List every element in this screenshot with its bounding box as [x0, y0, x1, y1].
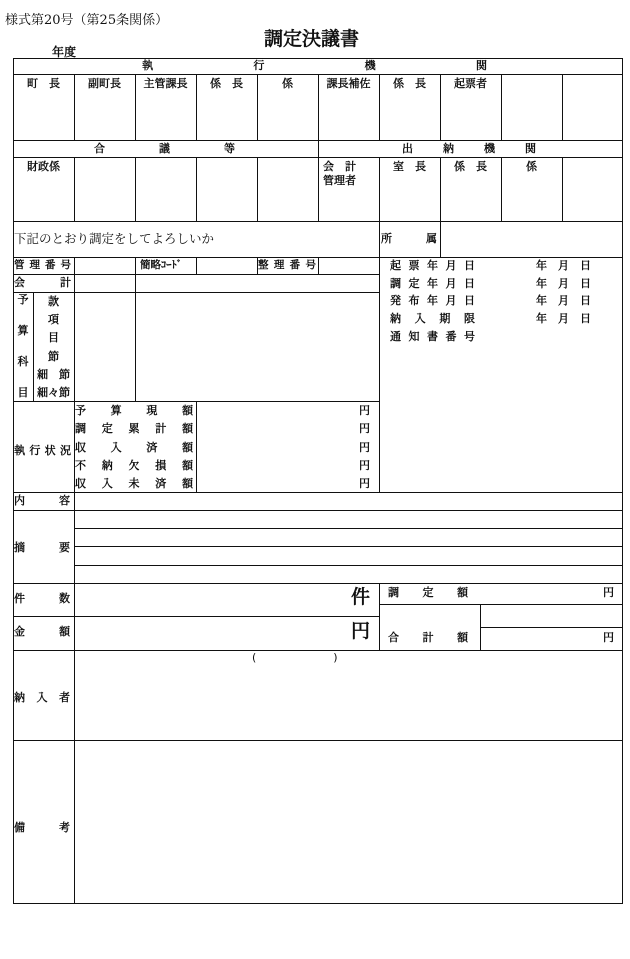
role-section-director: 主管課長 — [143, 77, 188, 90]
role-chief-2: 係 長 — [393, 77, 426, 90]
execution-row-label: 予 算 現 額 — [75, 404, 193, 418]
assessed-amount-label: 調 定 額 — [388, 586, 468, 599]
execution-row-label: 収 入 未 済 額 — [75, 476, 193, 490]
request-statement: 下記のとおり調定をしてよろしいか — [14, 231, 215, 246]
grid-line — [196, 157, 197, 221]
reference-number-label: 整 理 番 号 — [258, 259, 316, 271]
short-code-label: 簡略ｺｰﾄﾞ — [140, 259, 182, 271]
date-value: 年 月 日 — [536, 294, 591, 307]
date-value: 年 月 日 — [536, 312, 591, 325]
budget-subject-char: 算 — [17, 324, 29, 337]
content-label: 内 容 — [14, 494, 70, 507]
grid-line — [562, 74, 563, 140]
amount-unit: 円 — [350, 620, 370, 642]
execution-status-label: 執 行 状 況 — [14, 444, 71, 457]
fiscal-year-label: 年度 — [52, 45, 77, 59]
grid-line — [13, 492, 623, 493]
budget-level-saisetsu: 細 節 — [37, 367, 70, 381]
form-number: 様式第20号（第25条関係） — [5, 13, 169, 28]
budget-level-setsu: 節 — [48, 349, 59, 363]
date-label: 納 入 期 限 — [390, 312, 475, 325]
grid-line — [135, 257, 136, 401]
date-value: 年 月 日 — [536, 259, 591, 272]
date-label: 起 票 年 月 日 — [390, 259, 475, 272]
date-label: 調 定 年 月 日 — [390, 277, 475, 290]
grid-line — [257, 157, 258, 221]
budget-levels — [33, 292, 74, 401]
grid-line — [318, 257, 319, 274]
grid-line — [562, 157, 563, 221]
grid-line — [13, 510, 623, 511]
account-label: 会 計 — [14, 276, 71, 289]
yen-unit: 円 — [359, 422, 370, 436]
budget-level-kou: 項 — [48, 313, 59, 327]
execution-row — [74, 474, 379, 492]
execution-row — [74, 419, 379, 437]
role-assistant-director: 課長補佐 — [326, 77, 371, 90]
budget-subject-char: 科 — [17, 355, 29, 368]
yen-unit: 円 — [359, 404, 370, 418]
date-row-notice-number — [379, 328, 622, 346]
executive-heading: 執 行 機 関 — [142, 59, 487, 72]
budget-level-moku: 目 — [48, 331, 59, 345]
remarks-label: 備 考 — [14, 821, 70, 834]
date-row-due — [379, 310, 622, 328]
budget-level-saisaisetsu: 細々節 — [37, 385, 70, 399]
execution-status-rows — [74, 401, 379, 492]
date-value: 年 月 日 — [536, 277, 591, 290]
budget-subject-char: 予 — [17, 293, 29, 306]
grid-line — [379, 604, 623, 605]
role-deputy-mayor: 副町長 — [88, 77, 121, 90]
role-office-head: 室 長 — [393, 160, 426, 173]
yen-unit: 円 — [359, 440, 370, 454]
date-row-drafted — [379, 257, 622, 275]
grid-line — [74, 528, 623, 529]
payer-label: 納 入 者 — [14, 691, 70, 704]
grid-line — [196, 257, 197, 274]
total-amount-label: 合 計 額 — [388, 631, 468, 644]
execution-row — [74, 401, 379, 419]
role-chief: 係 長 — [210, 77, 243, 90]
yen-unit: 円 — [359, 458, 370, 472]
execution-row — [74, 437, 379, 455]
date-row-assessed — [379, 275, 622, 293]
grid-line — [318, 140, 319, 157]
role-finance-staff: 財政係 — [27, 160, 60, 173]
treasury-heading: 出 納 機 関 — [402, 142, 536, 155]
execution-row-label: 収 入 済 額 — [75, 440, 193, 454]
grid-line — [501, 74, 502, 140]
date-label: 発 布 年 月 日 — [390, 294, 475, 307]
date-label: 通 知 書 番 号 — [390, 330, 475, 343]
role-treasury-staff: 係 — [526, 160, 537, 173]
role-staff: 係 — [282, 77, 293, 90]
grid-line — [74, 257, 75, 903]
management-number-label: 管 理 番 号 — [14, 259, 71, 271]
grid-line — [135, 157, 136, 221]
role-mayor: 町 長 — [27, 77, 60, 90]
budget-subject-char: 目 — [17, 386, 29, 399]
execution-row-label: 不 納 欠 損 額 — [75, 458, 193, 472]
summary-label: 摘 要 — [14, 541, 70, 554]
assessed-amount-unit: 円 — [603, 586, 614, 599]
grid-line — [13, 740, 623, 741]
date-row-issued — [379, 292, 622, 310]
budget-subject-label — [13, 294, 33, 398]
yen-unit: 円 — [359, 476, 370, 490]
total-amount-unit: 円 — [603, 631, 614, 644]
consultation-heading: 合 議 等 — [94, 142, 235, 155]
count-label: 件 数 — [14, 592, 70, 605]
grid-line — [74, 157, 75, 221]
execution-row — [74, 456, 379, 474]
payer-note: ( ) — [252, 651, 338, 664]
role-drafter: 起票者 — [454, 77, 487, 90]
department-label: 所 属 — [381, 232, 437, 245]
amount-label: 金 額 — [14, 625, 70, 638]
budget-level-kan: 款 — [48, 295, 59, 309]
grid-line — [440, 221, 441, 257]
role-accounting-manager: 会 計 管理者 — [323, 160, 356, 187]
role-treasury-chief: 係 長 — [454, 160, 487, 173]
grid-line — [318, 157, 319, 221]
grid-line — [74, 565, 623, 566]
document-title: 調定決議書 — [264, 28, 360, 50]
count-unit: 件 — [350, 586, 370, 608]
grid-line — [74, 546, 623, 547]
execution-row-label: 調 定 累 計 額 — [75, 422, 193, 436]
